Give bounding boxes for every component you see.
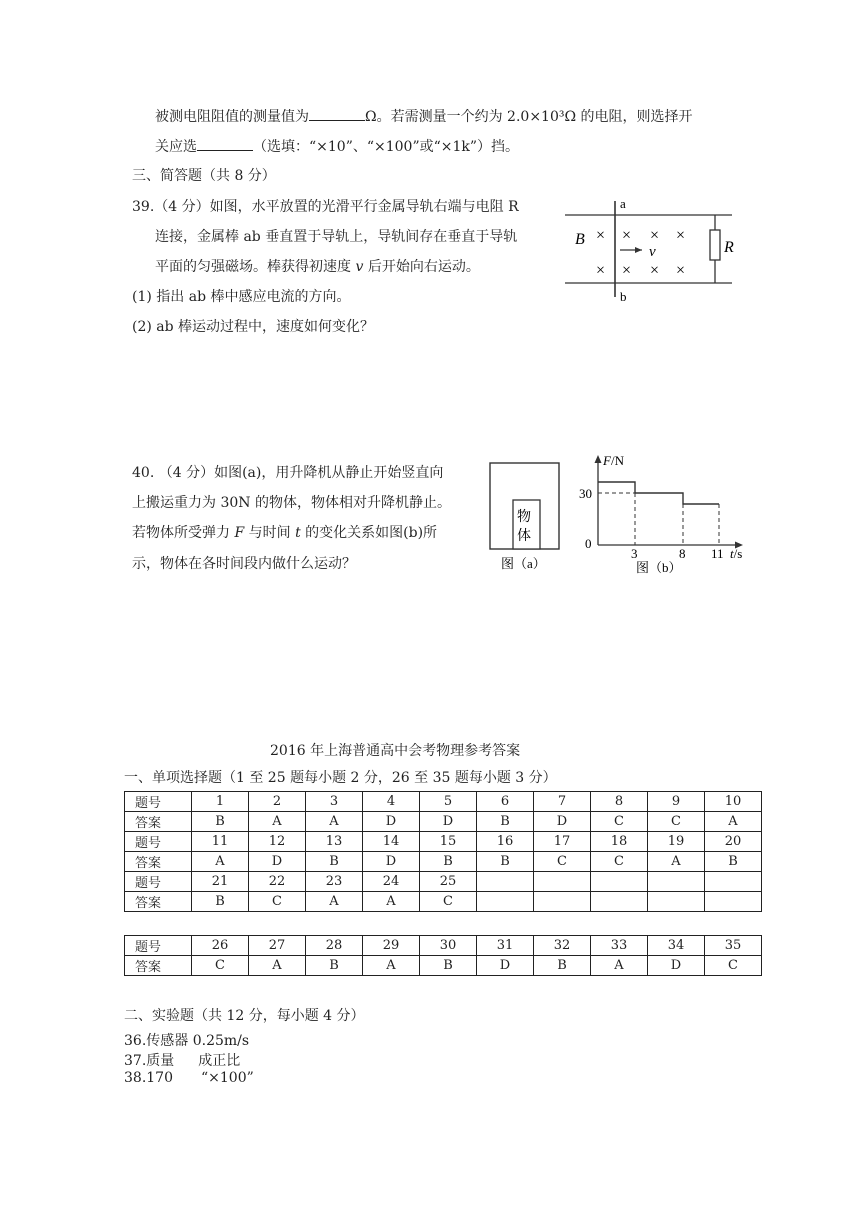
field-cross: × (650, 227, 660, 244)
table-cell: 26 (192, 936, 249, 956)
table-cell: 2 (249, 792, 306, 812)
table-cell: 19 (648, 832, 705, 852)
q39-line-3 (155, 256, 480, 276)
answers-title: 2016 年上海普通高中会考物理参考答案 (270, 743, 521, 759)
table-cell: 33 (591, 936, 648, 956)
table-cell: D (249, 852, 306, 872)
table-cell: C (648, 812, 705, 832)
answer-38-part-a: 38.170 (124, 1070, 173, 1086)
table-row (125, 832, 762, 852)
table-cell: B (705, 852, 762, 872)
q40-line3-text-c: 的变化关系如图(b)所 (305, 525, 438, 541)
intro-line2-text-b: （选填：“×10”、“×100”或“×1k”）挡。 (253, 139, 520, 155)
q39-rail-figure (560, 193, 740, 305)
table-cell: A (363, 956, 420, 976)
table-cell: B (192, 812, 249, 832)
table-cell: 20 (705, 832, 762, 852)
y-tick-30: 30 (579, 486, 592, 501)
velocity-label: v (649, 244, 656, 260)
origin-label: 0 (585, 536, 592, 551)
x-tick-3: 3 (631, 546, 638, 561)
table-cell (477, 892, 534, 912)
table-cell: 22 (249, 872, 306, 892)
table-cell: 题号 (125, 792, 192, 812)
table-cell (534, 892, 591, 912)
x-tick-11: 11 (711, 546, 724, 561)
table-cell: A (306, 892, 363, 912)
table-cell: 8 (591, 792, 648, 812)
table-cell: 6 (477, 792, 534, 812)
answer-36: 36.传感器 0.25m/s (124, 1033, 250, 1049)
table-row (125, 812, 762, 832)
q40-line3-text-a: 若物体所受弹力 (132, 525, 230, 541)
table-cell (648, 872, 705, 892)
q40-elevator-figure (488, 460, 563, 575)
table-cell: C (534, 852, 591, 872)
table-cell: B (477, 812, 534, 832)
answer-37-part-b: 成正比 (198, 1053, 241, 1069)
table-cell: A (306, 812, 363, 832)
table-cell: D (363, 852, 420, 872)
table-cell: 28 (306, 936, 363, 956)
table-cell: 24 (363, 872, 420, 892)
table-row (125, 936, 762, 956)
table-cell: 17 (534, 832, 591, 852)
table-cell: D (534, 812, 591, 832)
table-cell: C (705, 956, 762, 976)
table-cell: 35 (705, 936, 762, 956)
table-cell: 34 (648, 936, 705, 956)
magnetic-field-label: B (575, 231, 585, 248)
table-cell: 15 (420, 832, 477, 852)
table-cell: D (420, 812, 477, 832)
q40-line3-text-b: 与时间 (248, 525, 291, 541)
rod-end-a-label: a (620, 196, 626, 211)
object-label-top: 物 (517, 510, 531, 525)
table-cell: A (705, 812, 762, 832)
table-cell: 答案 (125, 852, 192, 872)
resistor-label: R (724, 239, 734, 256)
table-cell: D (477, 956, 534, 976)
q40-line-1: 40. （4 分）如图(a)，用升降机从静止开始竖直向 (132, 465, 444, 481)
table-cell: 11 (192, 832, 249, 852)
table-cell (534, 872, 591, 892)
table-cell: 12 (249, 832, 306, 852)
q40-time-symbol: t (295, 525, 301, 541)
object-label-bottom: 体 (517, 529, 531, 544)
table-cell: C (420, 892, 477, 912)
y-axis-label: F/N (603, 453, 624, 468)
q39-line-2: 连接，金属棒 ab 垂直置于导轨上，导轨间存在垂直于导轨 (155, 229, 518, 245)
rod-end-b-label: b (620, 289, 627, 304)
table-cell: 5 (420, 792, 477, 812)
table-cell: C (249, 892, 306, 912)
table-cell: 31 (477, 936, 534, 956)
field-cross: × (650, 262, 660, 279)
table-row (125, 892, 762, 912)
answer-37 (124, 1050, 240, 1070)
table-cell: A (591, 956, 648, 976)
table-cell: 3 (306, 792, 363, 812)
resistor-icon (710, 230, 720, 260)
q40-line-4: 示，物体在各时间段内做什么运动？ (132, 556, 356, 572)
table-cell: 答案 (125, 812, 192, 832)
table-cell: A (648, 852, 705, 872)
intro-line-1 (155, 106, 693, 126)
table-cell (477, 872, 534, 892)
table-cell: 23 (306, 872, 363, 892)
answer-blank (309, 106, 365, 121)
table-cell: C (192, 956, 249, 976)
table-cell: C (591, 852, 648, 872)
field-cross: × (622, 227, 632, 244)
table-cell: 27 (249, 936, 306, 956)
table-cell: 题号 (125, 832, 192, 852)
table-cell: 题号 (125, 936, 192, 956)
q39-line3-text-b: 后开始向右运动。 (367, 259, 480, 275)
table-cell: 29 (363, 936, 420, 956)
table-cell (705, 892, 762, 912)
table-cell: 4 (363, 792, 420, 812)
table-cell: 题号 (125, 872, 192, 892)
q39-line-1: 39.（4 分）如图，水平放置的光滑平行金属导轨右端与电阻 R (132, 199, 519, 215)
table-cell: 答案 (125, 892, 192, 912)
table-cell (591, 872, 648, 892)
table-cell: B (192, 892, 249, 912)
answer-table-2 (124, 935, 762, 976)
table-row (125, 872, 762, 892)
table-cell: 答案 (125, 956, 192, 976)
table-cell: D (648, 956, 705, 976)
table-cell: B (420, 852, 477, 872)
field-cross: × (622, 262, 632, 279)
intro-line-2 (155, 136, 519, 156)
q40-line-3 (132, 522, 437, 542)
table-cell: B (306, 956, 363, 976)
table-cell: C (591, 812, 648, 832)
table-cell (591, 892, 648, 912)
table-cell: 25 (420, 872, 477, 892)
x-tick-8: 8 (679, 546, 686, 561)
q40-force-symbol: F (234, 525, 245, 541)
table-cell: A (192, 852, 249, 872)
field-cross: × (676, 227, 686, 244)
table-cell: 16 (477, 832, 534, 852)
table-cell: 14 (363, 832, 420, 852)
figure-a-caption: 图（a） (501, 556, 546, 571)
field-cross: × (596, 262, 606, 279)
q40-line-2: 上搬运重力为 30N 的物体，物体相对升降机静止。 (132, 495, 451, 511)
table-cell: A (363, 892, 420, 912)
table-cell: B (534, 956, 591, 976)
answer-37-part-a: 37.质量 (124, 1053, 175, 1069)
q39-sub-question-2: (2) ab 棒运动过程中，速度如何变化？ (132, 319, 375, 335)
table-cell: 13 (306, 832, 363, 852)
q39-velocity-symbol: v (355, 259, 364, 275)
x-axis-label: t/s (730, 546, 743, 561)
table-cell: 21 (192, 872, 249, 892)
answer-38 (124, 1070, 254, 1086)
intro-line1-text-a: 被测电阻阻值的测量值为 (155, 109, 309, 125)
force-series-line (598, 482, 719, 504)
table-row (125, 792, 762, 812)
table-row (125, 956, 762, 976)
q40-force-time-graph (578, 450, 748, 580)
table-cell (705, 872, 762, 892)
table-cell: 7 (534, 792, 591, 812)
table-cell: 18 (591, 832, 648, 852)
q39-sub-question-1: (1) 指出 ab 棒中感应电流的方向。 (132, 289, 351, 305)
answers-section-2-heading: 二、实验题（共 12 分，每小题 4 分） (124, 1008, 365, 1024)
answer-38-part-b: “×100” (201, 1070, 254, 1086)
table-cell: 1 (192, 792, 249, 812)
table-cell (648, 892, 705, 912)
field-cross: × (596, 227, 606, 244)
table-row (125, 852, 762, 872)
table-cell: A (249, 956, 306, 976)
table-cell: 30 (420, 936, 477, 956)
table-cell: A (249, 812, 306, 832)
answers-section-1-heading: 一、单项选择题（1 至 25 题每小题 2 分，26 至 35 题每小题 3 分） (124, 770, 557, 786)
table-cell: B (306, 852, 363, 872)
answer-table-1 (124, 791, 762, 912)
table-cell: B (477, 852, 534, 872)
table-cell: 9 (648, 792, 705, 812)
answer-blank (197, 136, 253, 151)
section-3-heading: 三、简答题（共 8 分） (132, 168, 276, 184)
intro-line1-text-b: Ω。若需测量一个约为 2.0×10³Ω 的电阻，则选择开 (365, 109, 693, 125)
figure-b-caption: 图（b） (636, 560, 682, 575)
intro-line2-text-a: 关应选 (155, 139, 197, 155)
field-cross: × (676, 262, 686, 279)
table-cell: D (363, 812, 420, 832)
y-axis-arrow-icon (595, 455, 602, 463)
table-cell: B (420, 956, 477, 976)
table-cell: 10 (705, 792, 762, 812)
table-cell: 32 (534, 936, 591, 956)
q39-line3-text-a: 平面的匀强磁场。棒获得初速度 (155, 259, 351, 275)
